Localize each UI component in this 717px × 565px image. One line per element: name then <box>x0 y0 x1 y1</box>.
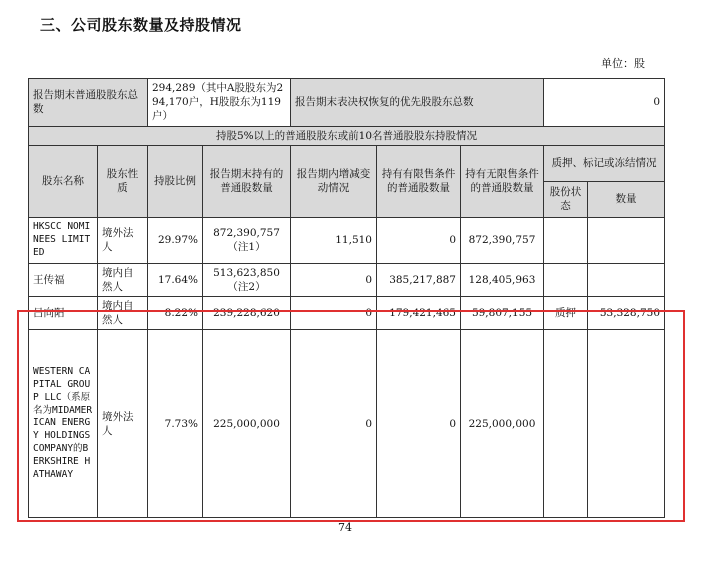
shareholder-restricted: 385,217,887 <box>377 263 461 296</box>
shareholder-nature: 境内自然人 <box>98 263 148 296</box>
shareholder-unrestricted: 225,000,000 <box>461 330 544 518</box>
shareholder-pledge-status: 质押 <box>544 297 588 330</box>
shareholder-restricted: 0 <box>377 217 461 263</box>
column-header-row <box>29 145 665 181</box>
shareholder-restricted: 179,421,465 <box>377 297 461 330</box>
col-pledge-count: 数量 <box>588 181 665 217</box>
col-name: 股东名称 <box>29 145 98 217</box>
col-unrestricted: 持有无限售条件的普通股数量 <box>461 145 544 217</box>
table-row <box>29 330 665 518</box>
shareholder-change: 11,510 <box>291 217 377 263</box>
unit-label: 单位：股 <box>601 57 645 70</box>
shareholder-change: 0 <box>291 297 377 330</box>
col-change: 报告期内增减变动情况 <box>291 145 377 217</box>
shareholder-table <box>28 78 665 518</box>
shareholder-ratio: 8.22% <box>148 297 203 330</box>
shareholder-name: HKSCC NOMINEES LIMITED <box>29 217 98 263</box>
shareholder-name: WESTERN CAPITAL GROUP LLC（系原名为MIDAMERICAN ENERGY HOLDINGS COMPANY的BERKSHIRE HATHAWAY <box>29 330 98 518</box>
shareholder-nature: 境外法人 <box>98 217 148 263</box>
shareholder-ratio: 7.73% <box>148 330 203 518</box>
shareholder-ratio: 29.97% <box>148 217 203 263</box>
shareholder-held <box>203 217 291 263</box>
shareholder-restricted: 0 <box>377 330 461 518</box>
shareholder-held: 225,000,000 <box>203 330 291 518</box>
section-header-row <box>29 126 665 145</box>
shareholder-held <box>203 263 291 296</box>
shareholder-pledge-count: 53,328,750 <box>588 297 665 330</box>
shareholder-name: 王传福 <box>29 263 98 296</box>
table-row <box>29 263 665 296</box>
col-pledge-group: 质押、标记或冻结情况 <box>544 145 665 181</box>
shareholder-unrestricted: 128,405,963 <box>461 263 544 296</box>
shareholder-pledge-status <box>544 330 588 518</box>
held-note: （注2） <box>227 280 266 293</box>
section-header: 持股5%以上的普通股股东或前10名普通股股东持股情况 <box>29 126 665 145</box>
held-value: 513,623,850 <box>213 266 280 279</box>
held-value: 872,390,757 <box>213 227 280 240</box>
total-holders-label: 报告期末普通股股东总数 <box>29 79 148 127</box>
shareholder-ratio: 17.64% <box>148 263 203 296</box>
shareholder-pledge-count <box>588 263 665 296</box>
shareholder-unrestricted: 59,807,155 <box>461 297 544 330</box>
section-title: 三、公司股东数量及持股情况 <box>40 16 242 34</box>
col-ratio: 持股比例 <box>148 145 203 217</box>
shareholder-change: 0 <box>291 263 377 296</box>
shareholder-name: 吕向阳 <box>29 297 98 330</box>
shareholder-pledge-count <box>588 217 665 263</box>
col-pledge-status: 股份状态 <box>544 181 588 217</box>
shareholder-held: 239,228,620 <box>203 297 291 330</box>
col-restricted: 持有有限售条件的普通股数量 <box>377 145 461 217</box>
col-held: 报告期末持有的普通股数量 <box>203 145 291 217</box>
held-note: （注1） <box>227 241 266 254</box>
shareholder-unrestricted: 872,390,757 <box>461 217 544 263</box>
shareholder-nature: 境内自然人 <box>98 297 148 330</box>
shareholder-change: 0 <box>291 330 377 518</box>
pref-holders-value: 0 <box>544 79 665 127</box>
page-number: 74 <box>338 521 352 534</box>
shareholder-nature: 境外法人 <box>98 330 148 518</box>
shareholder-pledge-status <box>544 263 588 296</box>
summary-row <box>29 79 665 127</box>
table-row <box>29 297 665 330</box>
table-row <box>29 217 665 263</box>
pref-holders-label: 报告期末表决权恢复的优先股股东总数 <box>291 79 544 127</box>
col-nature: 股东性质 <box>98 145 148 217</box>
total-holders-value: 294,289（其中A股股东为294,170户，H股股东为119户） <box>148 79 291 127</box>
shareholder-pledge-status <box>544 217 588 263</box>
shareholder-pledge-count <box>588 330 665 518</box>
